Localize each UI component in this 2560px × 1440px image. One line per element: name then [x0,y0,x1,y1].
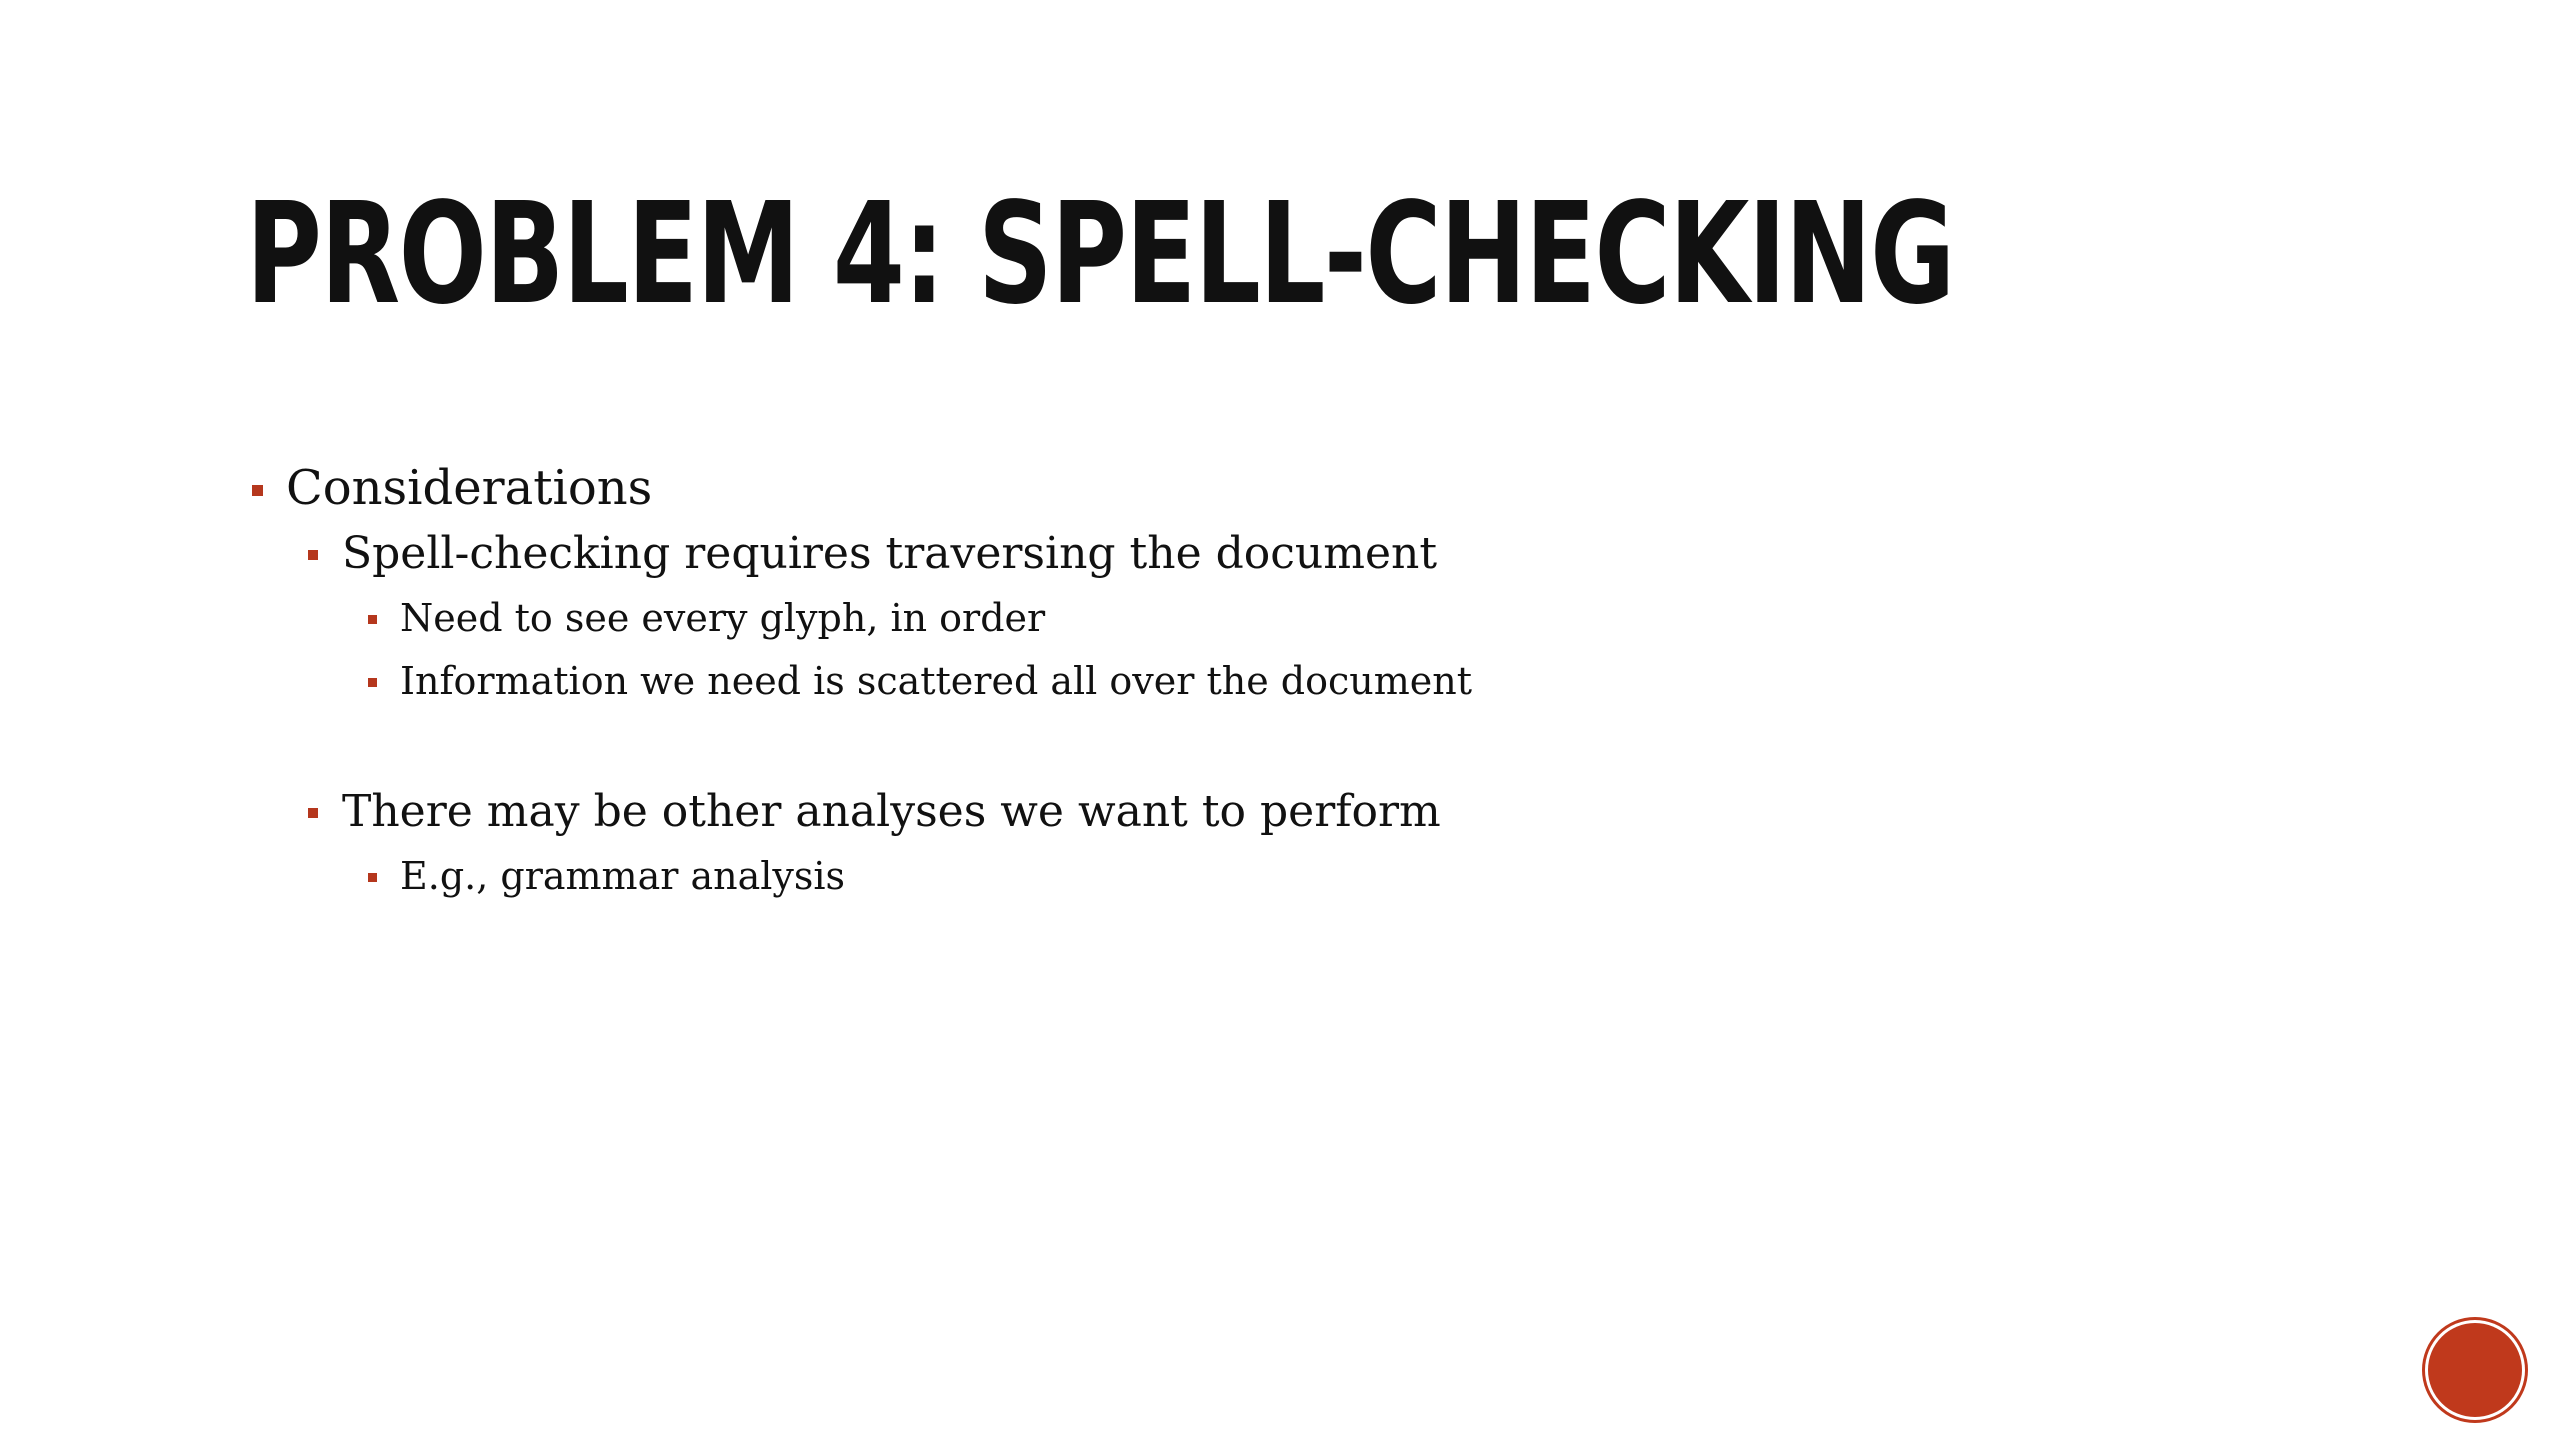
bullet-text: Need to see every glyph, in order [400,596,1046,640]
bullet-square-icon [368,873,377,882]
bullet-square-icon [368,678,377,687]
slide-nav-circle-icon[interactable] [2428,1323,2522,1417]
bullet-grammar-analysis [246,845,2046,908]
slide-title: PROBLEM 4: SPELL-CHECKING [246,173,1954,336]
bullet-considerations [246,455,2046,521]
bullet-square-icon [252,485,263,496]
bullet-scattered-information [246,650,2046,713]
list-spacer [246,713,2046,779]
bullet-spell-checking [246,521,2046,587]
bullet-text: Information we need is scattered all over the document [400,659,1472,703]
bullet-text: There may be other analyses we want to perform [342,786,1441,837]
bullet-other-analyses [246,779,2046,845]
bullet-list [246,455,2046,908]
bullet-text: E.g., grammar analysis [400,854,846,898]
bullet-square-icon [368,615,377,624]
slide-content [246,455,2046,908]
bullet-square-icon [308,808,318,818]
bullet-text: Spell-checking requires traversing the document [342,528,1438,579]
bullet-text: Considerations [286,460,653,516]
bullet-square-icon [308,550,318,560]
bullet-every-glyph [246,587,2046,650]
